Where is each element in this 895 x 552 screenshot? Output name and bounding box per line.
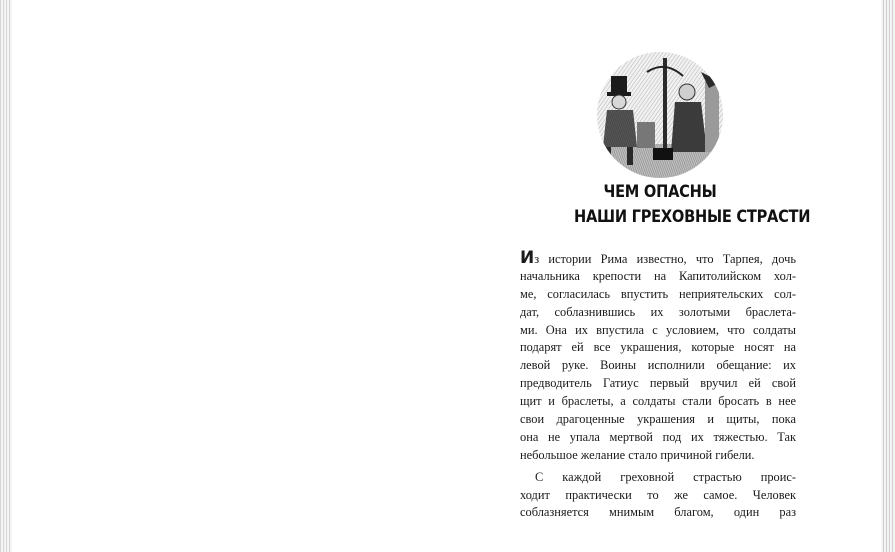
text-line: левой руке. Воины исполнили обещание: их <box>520 358 796 373</box>
first-line-text: з истории Рима известно, что Тарпея, дочь <box>534 252 796 266</box>
text-line: ходит практически то же самое. Человек <box>520 487 796 502</box>
text-line: ми. Она их впустила с условием, что солдаты <box>520 322 796 337</box>
chapter-title-line-1: ЧЕМ ОПАСНЫ <box>603 182 717 202</box>
body-text <box>520 250 796 522</box>
left-page-blank <box>12 0 442 552</box>
text-line: начальника крепости на Капитолийском хол- <box>520 268 796 283</box>
text-line: соблазняется мнимым благом, один раз <box>520 505 796 520</box>
text-line: С каждой греховной страстью проис- <box>535 469 796 484</box>
dropcap-letter: И <box>520 250 535 268</box>
text-line: дат, соблазнившись их золотыми браслета- <box>520 304 796 319</box>
text-line: свои драгоценные украшения и щиты, пока <box>520 412 796 427</box>
text-line: она не упала мертвой под их тяжестью. Так <box>520 429 796 444</box>
text-line-last: небольшое желание стало причиной гибели. <box>520 447 755 462</box>
text-line: подарят ей все украшения, которые носят на <box>520 340 796 355</box>
engraving-vignette-icon <box>597 52 723 178</box>
text-line: предводитель Гатиус первый вручил ей свой <box>520 376 796 391</box>
left-page-edge <box>0 0 12 552</box>
text-line: ме, согласилась впустить неприятельских сол- <box>520 286 796 301</box>
text-line <box>520 250 796 268</box>
right-page-edge <box>881 0 895 552</box>
chapter-title-line-2: НАШИ ГРЕХОВНЫЕ СТРАСТИ <box>574 207 811 227</box>
chapter-title <box>574 180 811 230</box>
text-line: щит и браслеты, а солдаты стали бросать в нее <box>520 394 796 409</box>
